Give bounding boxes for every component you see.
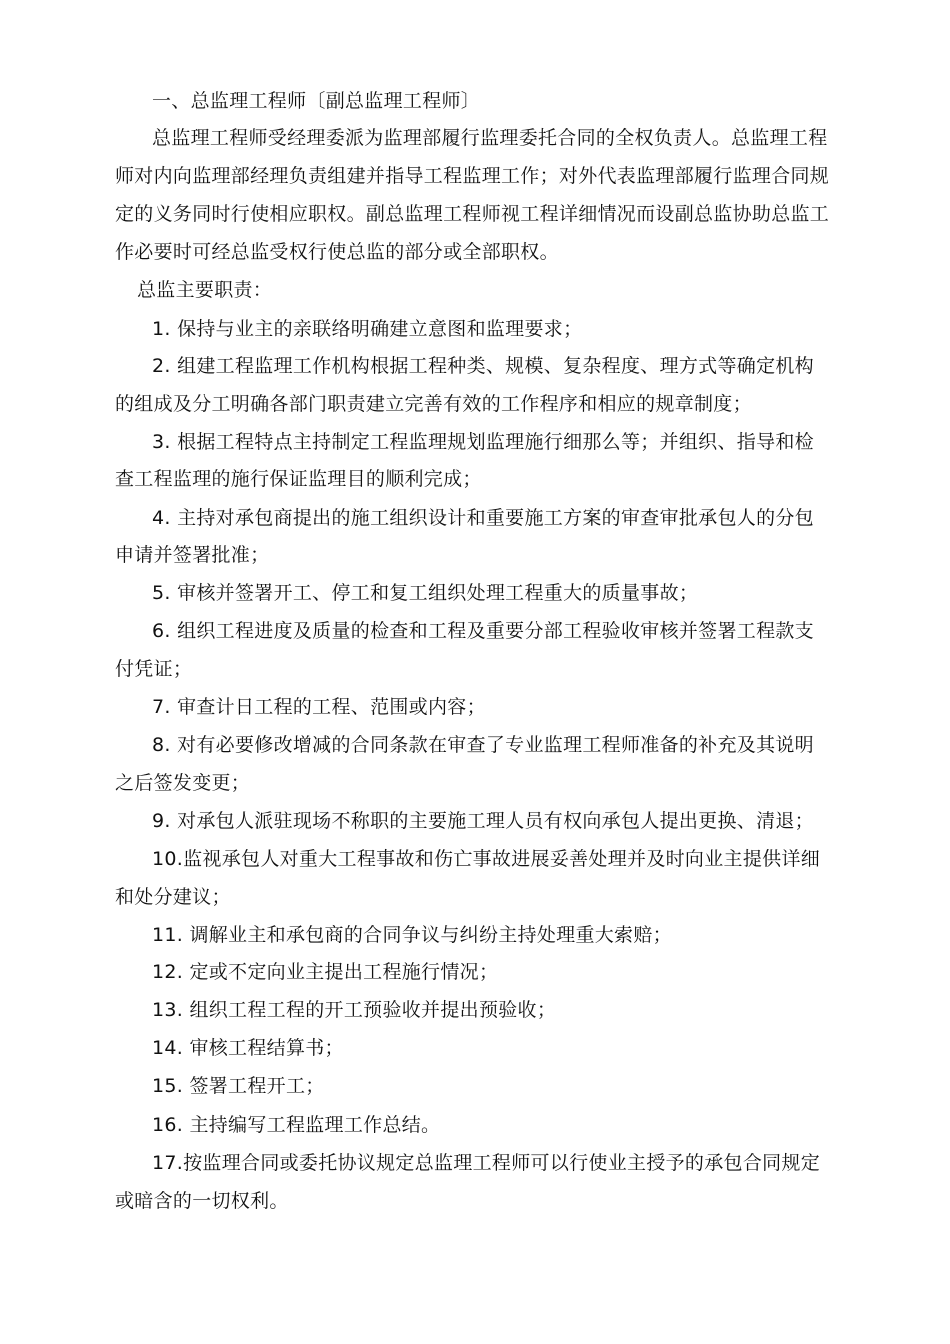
duty-item-8: 8. 对有必要修改增减的合同条款在审查了专业监理工程师准备的补充及其说明 [152, 734, 814, 756]
duty-item-2: 2. 组建工程监理工作机构根据工程种类、规模、复杂程度、理方式等确定机构 [152, 355, 814, 377]
duty-item-4: 4. 主持对承包商提出的施工组织设计和重要施工方案的审查审批承包人的分包 [152, 507, 814, 529]
duty-item-12: 12. 定或不定向业主提出工程施行情况； [152, 961, 499, 983]
duty-item-14: 14. 审核工程结算书； [152, 1037, 344, 1059]
duty-item-15: 15. 签署工程开工； [152, 1075, 325, 1097]
duty-item-3: 3. 根据工程特点主持制定工程监理规划监理施行细那么等；并组织、指导和检 [152, 431, 814, 453]
duty-item-6-cont: 付凭证； [115, 658, 193, 680]
duty-item-1: 1. 保持与业主的亲联络明确建立意图和监理要求； [152, 318, 583, 340]
duty-item-17-cont: 或暗含的一切权利。 [115, 1190, 289, 1212]
intro-line: 作必要时可经总监受权行使总监的部分或全部职权。 [115, 241, 559, 263]
duties-title: 总监主要职责： [137, 279, 273, 301]
duty-item-17: 17.按监理合同或委托协议规定总监理工程师可以行使业主授予的承包合同规定 [152, 1152, 821, 1174]
duty-item-13: 13. 组织工程工程的开工预验收并提出预验收； [152, 999, 557, 1021]
duty-item-3-cont: 查工程监理的施行保证监理目的顺利完成； [115, 468, 482, 490]
duty-item-6: 6. 组织工程进度及质量的检查和工程及重要分部工程验收审核并签署工程款支 [152, 620, 814, 642]
intro-line: 师对内向监理部经理负责组建并指导工程监理工作；对外代表监理部履行监理合同规 [115, 165, 830, 187]
duty-item-5: 5. 审核并签署开工、停工和复工组织处理工程重大的质量事故； [152, 582, 699, 604]
duty-item-8-cont: 之后签发变更； [115, 772, 251, 794]
duty-item-10-cont: 和处分建议； [115, 886, 231, 908]
duty-item-7: 7. 审查计日工程的工程、范围或内容； [152, 696, 486, 718]
duty-item-4-cont: 申请并签署批准； [115, 544, 270, 566]
intro-line: 定的义务同时行使相应职权。副总监理工程师视工程详细情况而设副总监协助总监工 [115, 203, 830, 225]
duty-item-10: 10.监视承包人对重大工程事故和伤亡事故进展妥善处理并及时向业主提供详细 [152, 848, 821, 870]
duty-item-11: 11. 调解业主和承包商的合同争议与纠纷主持处理重大索赔； [152, 924, 672, 946]
section-heading: 一、总监理工程师〔副总监理工程师〕 [152, 90, 481, 112]
intro-line: 总监理工程师受经理委派为监理部履行监理委托合同的全权负责人。总监理工程 [152, 127, 828, 149]
duty-item-2-cont: 的组成及分工明确各部门职责建立完善有效的工作程序和相应的规章制度； [115, 393, 752, 415]
duty-item-16: 16. 主持编写工程监理工作总结。 [152, 1114, 441, 1136]
duty-item-9: 9. 对承包人派驻现场不称职的主要施工理人员有权向承包人提出更换、清退； [152, 810, 814, 832]
